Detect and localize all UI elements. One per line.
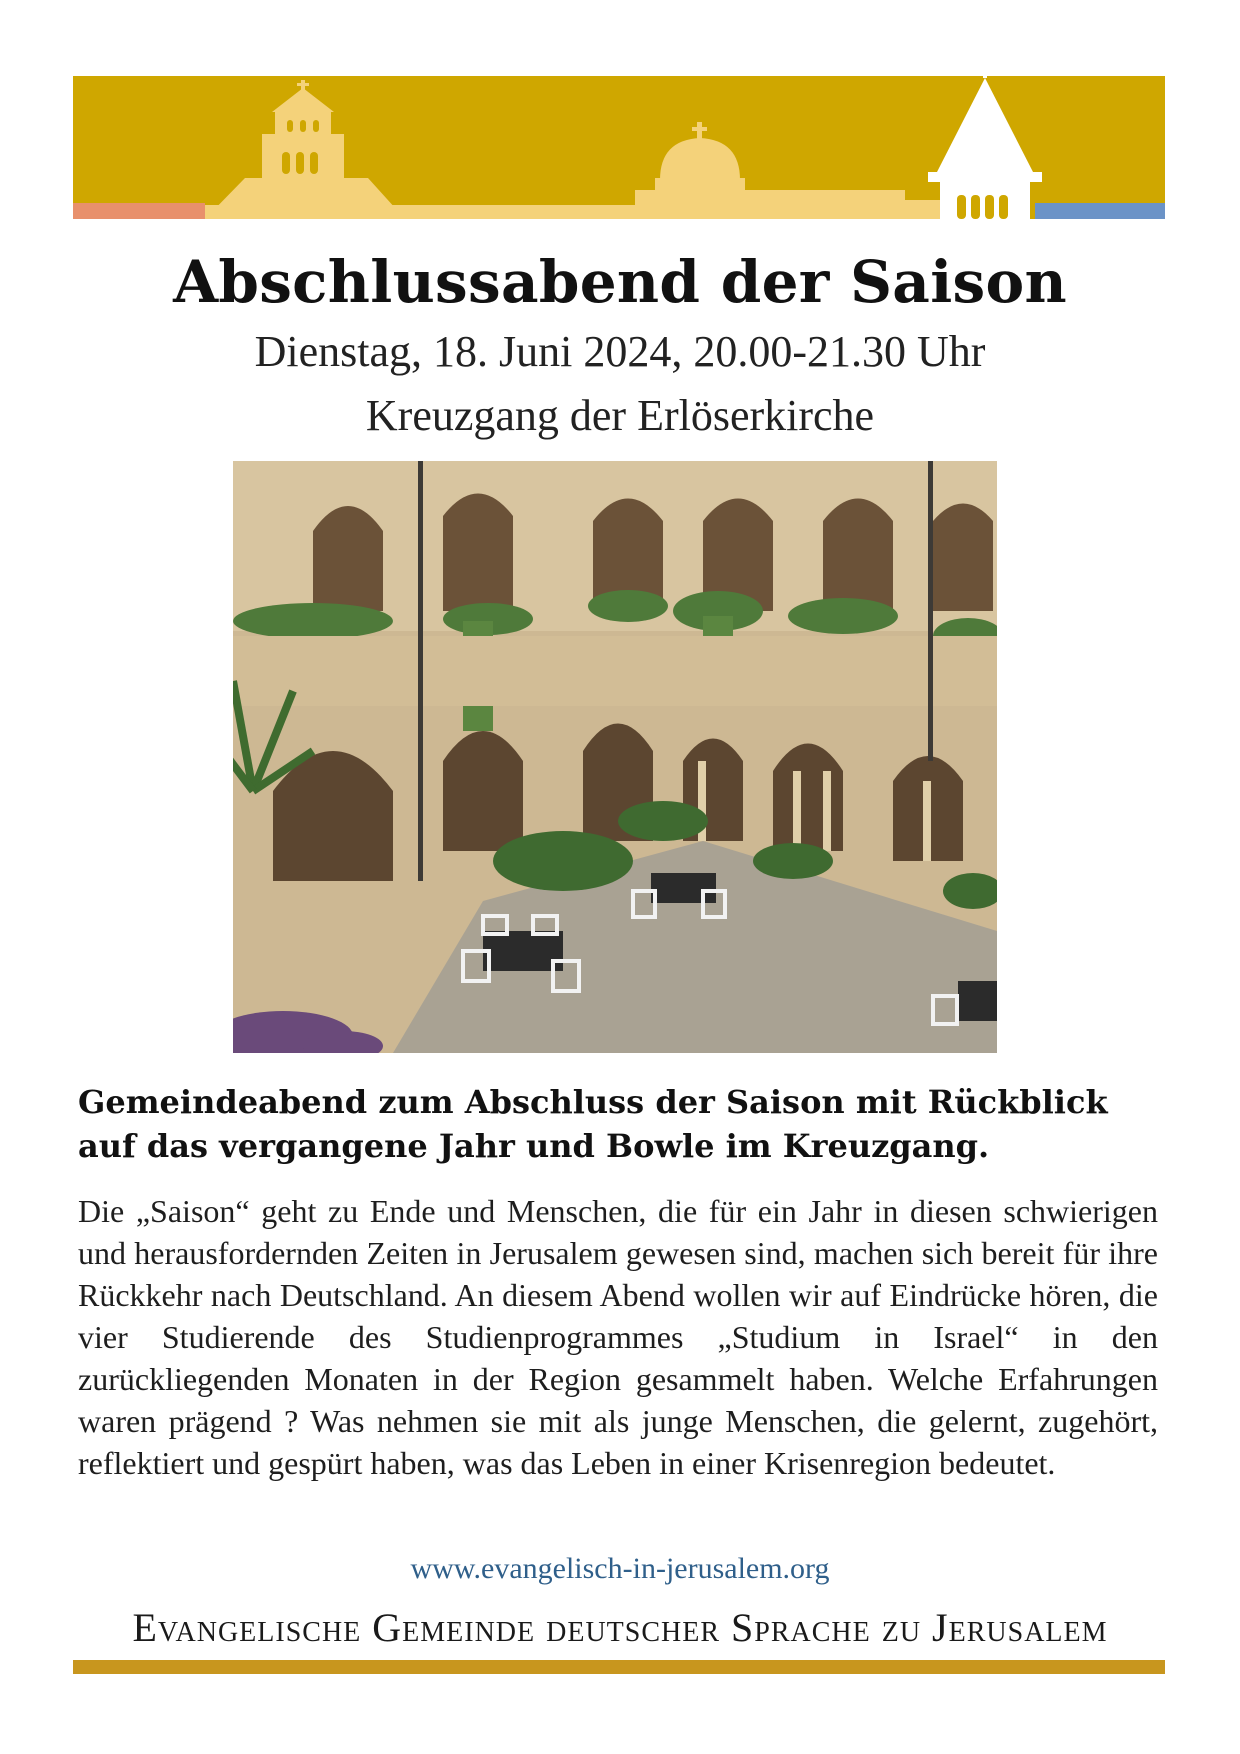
event-location: Kreuzgang der Erlöserkirche [365, 391, 875, 440]
banner-salmon-stripe [73, 203, 205, 219]
cloister-photo [233, 461, 997, 1053]
banner-blue-stripe [1035, 203, 1165, 219]
body-paragraph: Die „Saison“ geht zu Ende und Menschen, die für ein Jahr in diesen schwierigen und herausfordernden Zeiten in Jerusalem gewesen sind, machen sich bereit für ihre Rückkehr nach Deutschland. An diesem Abend wollen wir auf Eindrücke hören, die vier Studierende des Studienprogrammes „Studium in Israel“ in den zurückliegenden Monaten in der Region gesammelt haben. Welche Erfahrungen waren prägend ? Was nehmen sie mit als junge Menschen, die gelernt, zugehört, reflektiert und gespürt haben, was das Leben in einer Krisenregion bedeutet. [78, 1193, 1158, 1481]
organization-name: Evangelische Gemeinde deutscher Sprache zu Jerusalem [132, 1605, 1108, 1650]
event-title: Abschlussabend der Saison [173, 248, 1067, 316]
lead-paragraph: Gemeindeabend zum Abschluss der Saison mit Rückblick auf das vergangene Jahr und Bowle im Kreuzgang. [78, 1083, 1108, 1165]
bottom-rule [73, 1660, 1165, 1674]
website-link[interactable]: www.evangelisch-in-jerusalem.org [410, 1552, 830, 1585]
header-banner [0, 0, 1240, 240]
event-date: Dienstag, 18. Juni 2024, 20.00-21.30 Uhr [254, 327, 986, 376]
